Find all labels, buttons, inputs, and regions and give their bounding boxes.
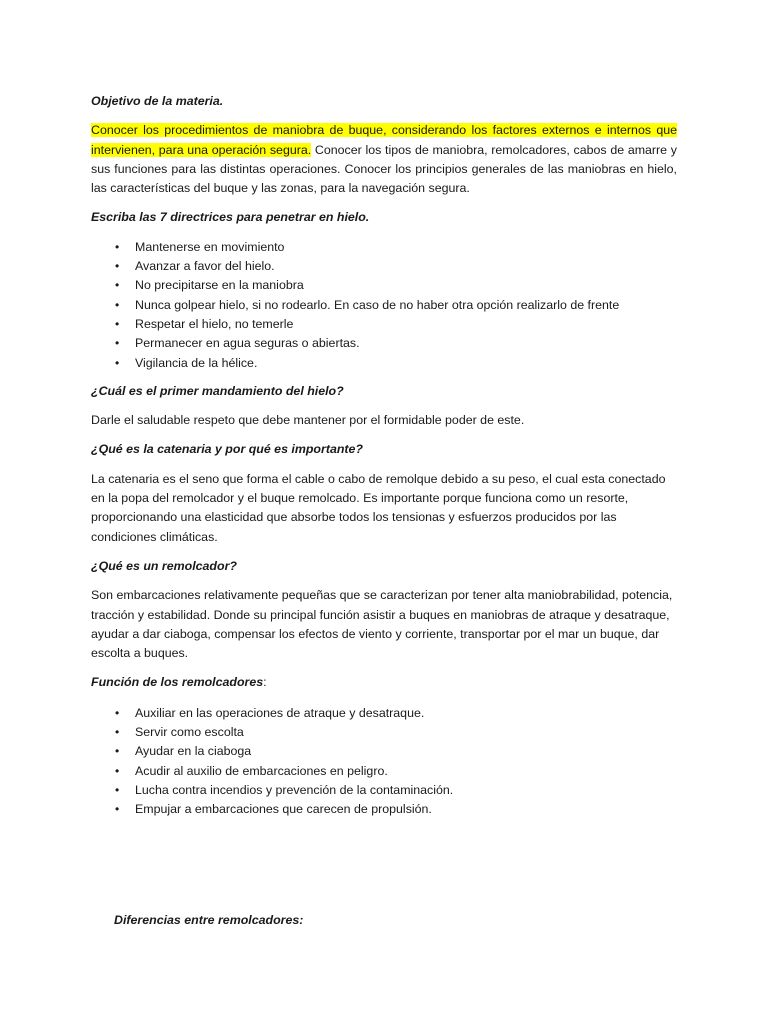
bullet-icon: • <box>115 336 120 351</box>
heading-funcion-line <box>91 673 677 692</box>
directrices-list <box>91 238 677 373</box>
heading-funcion-colon: : <box>263 675 267 690</box>
bullet-icon: • <box>115 763 120 778</box>
list-item: • Respetar el hielo, no temerle <box>91 315 677 334</box>
list-item: • Nunca golpear hielo, si no rodearlo. En caso de no haber otra opción realizarlo de frente <box>91 296 677 315</box>
heading-directrices: Escriba las 7 directrices para penetrar en hielo. <box>91 210 370 225</box>
heading-diferencias: Diferencias entre remolcadores: <box>114 913 304 927</box>
bullet-icon: • <box>115 744 120 759</box>
list-item: • Auxiliar en las operaciones de atraque y desatraque. <box>91 704 677 723</box>
objetivo-highlight: Conocer los procedimientos de maniobra de buque, considerando los factores externos e internos que intervienen, para una operación segura. <box>91 123 677 157</box>
objetivo-rest: Conocer los tipos de maniobra, remolcadores, cabos de amarre y sus funciones para las distintas operaciones. Conocer los principios generales de las maniobras en hielo, las características del buque y las zonas, para la navegación segura. <box>91 142 677 196</box>
bullet-icon: • <box>115 802 120 817</box>
bullet-icon: • <box>115 782 120 797</box>
list-item: • Permanecer en agua seguras o abiertas. <box>91 334 677 353</box>
remolcador-paragraph: Son embarcaciones relativamente pequeñas que se caracterizan por tener alta maniobrabilidad, potencia, tracción y estabilidad. Donde su principal función asistir a buques en maniobras de atraque y desatraque, ayudar a dar ciaboga, compensar los efectos de viento y corriente, transportar por el mar un buque, dar escolta a buques. <box>91 588 673 661</box>
heading-objetivo: Objetivo de la materia. <box>91 94 224 108</box>
heading-mandamiento: ¿Cuál es el primer mandamiento del hielo? <box>91 383 344 398</box>
bullet-icon: • <box>115 297 120 312</box>
bullet-icon: • <box>115 239 120 254</box>
bullet-icon: • <box>115 316 120 331</box>
heading-funcion: Función de los remolcadores <box>91 675 264 690</box>
document-body <box>91 92 677 820</box>
heading-remolcador: ¿Qué es un remolcador? <box>91 558 237 573</box>
list-item: • Mantenerse en movimiento <box>91 238 677 257</box>
heading-catenaria: ¿Qué es la catenaria y por qué es importante? <box>91 442 363 457</box>
list-item: • Lucha contra incendios y prevención de la contaminación. <box>91 781 677 800</box>
list-item: • Avanzar a favor del hielo. <box>91 257 677 276</box>
bullet-icon: • <box>115 278 120 293</box>
bullet-icon: • <box>115 355 120 370</box>
list-item: • Vigilancia de la hélice. <box>91 354 677 373</box>
bullet-icon: • <box>115 259 120 274</box>
bullet-icon: • <box>115 705 120 720</box>
funciones-list <box>91 704 677 820</box>
list-item: • Ayudar en la ciaboga <box>91 742 677 761</box>
bullet-icon: • <box>115 725 120 740</box>
catenaria-paragraph: La catenaria es el seno que forma el cable o cabo de remolque debido a su peso, el cual esta conectado en la popa del remolcador y el buque remolcado. Es importante porque funciona como un resorte, proporcionando una elasticidad que absorbe todos los tensionas y esfuerzos producidos por las condiciones climáticas. <box>91 471 666 544</box>
list-item: • Servir como escolta <box>91 723 677 742</box>
mandamiento-paragraph: Darle el saludable respeto que debe mantener por el formidable poder de este. <box>91 413 525 428</box>
list-item: • Acudir al auxilio de embarcaciones en peligro. <box>91 762 677 781</box>
list-item: • Empujar a embarcaciones que carecen de propulsión. <box>91 800 677 819</box>
objetivo-paragraph <box>91 121 677 198</box>
list-item: • No precipitarse en la maniobra <box>91 276 677 295</box>
